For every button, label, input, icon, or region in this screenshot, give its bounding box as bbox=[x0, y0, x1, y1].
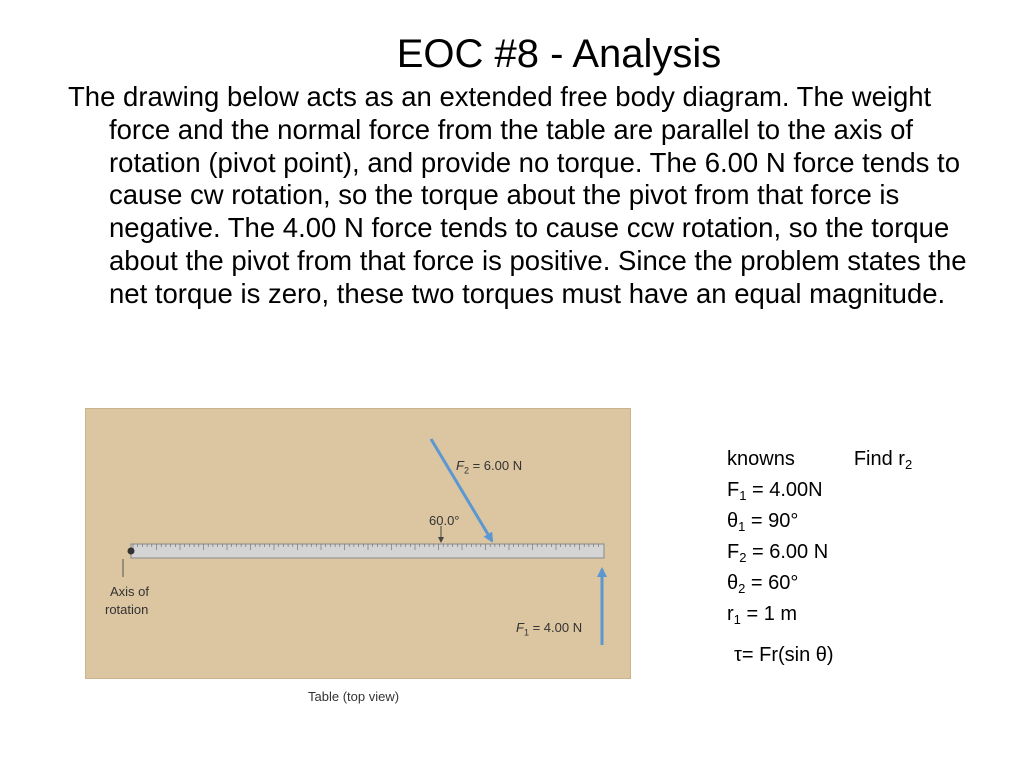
known-theta2 bbox=[727, 568, 912, 599]
pivot-point bbox=[128, 548, 135, 555]
slide-title: EOC #8 - Analysis bbox=[396, 32, 722, 76]
knowns-header bbox=[727, 444, 912, 475]
f2-label bbox=[456, 458, 522, 479]
known-sub: 1 bbox=[738, 519, 746, 534]
f1-symbol: F bbox=[516, 620, 524, 635]
f2-value: = 6.00 N bbox=[468, 458, 523, 473]
f1-value: = 4.00 N bbox=[528, 620, 583, 635]
known-r1 bbox=[727, 599, 912, 630]
f1-label bbox=[516, 620, 582, 641]
known-value: = 4.00N bbox=[746, 479, 823, 501]
known-value: = 90° bbox=[745, 510, 799, 532]
known-value: = 60° bbox=[745, 572, 799, 594]
known-value: = 1 m bbox=[740, 603, 798, 625]
known-symbol: F bbox=[727, 479, 740, 501]
angle-label: 60.0° bbox=[429, 513, 460, 528]
known-theta1 bbox=[727, 506, 912, 537]
knowns-heading: knowns bbox=[727, 448, 795, 470]
known-symbol: θ bbox=[727, 572, 739, 594]
angle-pointer-tip bbox=[438, 537, 444, 543]
axis-label-line1: Axis of bbox=[110, 584, 150, 599]
known-value: = 6.00 N bbox=[746, 541, 829, 563]
torque-formula: τ= Fr(sin θ) bbox=[734, 644, 834, 666]
torque-diagram bbox=[85, 408, 631, 679]
f2-sub: 2 bbox=[463, 465, 469, 476]
known-f2 bbox=[727, 537, 912, 568]
knowns-list bbox=[727, 444, 912, 630]
analysis-paragraph: The drawing below acts as an extended free body diagram. The weight force and the normal force from the table are parallel to the axis of rotation (pivot point), and provide no torque. The 6.00 N force tends to cause cw rotation, so the torque about the pivot from that force is negative. The 4.00 N force tends to cause ccw rotation, so the torque about the pivot from that force is positive. Since the problem states the net torque is zero, these two torques must have an equal magnitude. bbox=[68, 81, 967, 309]
known-sub: 1 bbox=[733, 612, 741, 627]
f1-sub: 1 bbox=[523, 627, 529, 638]
known-symbol: F bbox=[727, 541, 740, 563]
known-sub: 1 bbox=[739, 488, 747, 503]
f2-symbol: F bbox=[456, 458, 464, 473]
axis-label-line2: rotation bbox=[105, 602, 149, 617]
find-heading: Find r bbox=[853, 448, 905, 470]
known-f1 bbox=[727, 475, 912, 506]
known-sub: 2 bbox=[738, 581, 746, 596]
known-symbol: r bbox=[727, 603, 734, 625]
figure-caption: Table (top view) bbox=[308, 689, 400, 704]
meter-stick bbox=[131, 544, 604, 558]
known-symbol: θ bbox=[727, 510, 739, 532]
find-sub: 2 bbox=[904, 457, 913, 472]
known-sub: 2 bbox=[739, 550, 747, 565]
